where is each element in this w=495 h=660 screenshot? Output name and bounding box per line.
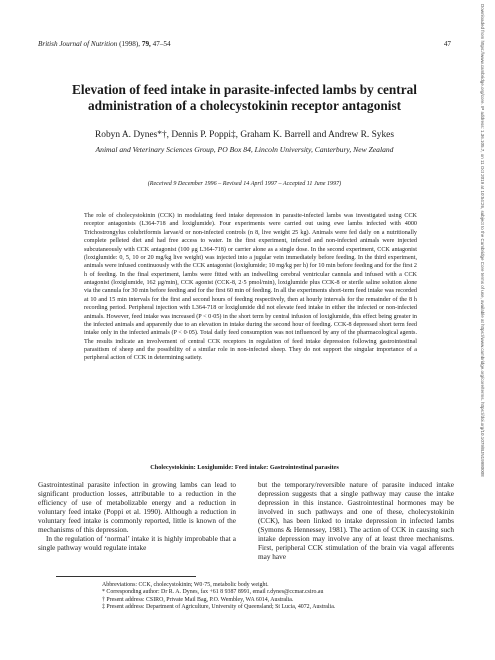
journal-citation <box>38 40 171 48</box>
author-list: Robyn A. Dynes*†, Dennis P. Poppi‡, Graham K. Barrell and Andrew R. Sykes <box>95 130 394 140</box>
journal-name: British Journal of Nutrition <box>38 40 118 48</box>
journal-pages: 47–54 <box>152 40 171 48</box>
body-column-left <box>38 481 236 553</box>
body-column-right <box>258 481 454 562</box>
journal-volume: 79, <box>141 40 151 48</box>
received-dates: (Received 9 December 1996 – Revised 14 April 1997 – Accepted 11 June 1997) <box>147 181 342 187</box>
footnote-present-address: ‡ Present address: Department of Agriculture, University of Queensland; St Lucia, 4072, Australia. <box>102 604 336 611</box>
footnotes <box>102 582 435 612</box>
download-watermark <box>478 0 490 660</box>
footnote-divider <box>56 576 196 577</box>
body-paragraph: Gastrointestinal parasite infection in growing lambs can lead to significant production losses, attributable to a reduction in the efficiency of use of metabolizable energy and a reduction in voluntary feed intake (Poppi et al. 1990). Although a reduction in voluntary feed intake is commonly reported, little is known of the mechanisms of this depression. <box>38 481 236 535</box>
affiliation: Animal and Veterinary Sciences Group, PO Box 84, Lincoln University, Canterbury, New Zealand <box>95 145 394 154</box>
page-number: 47 <box>443 40 451 48</box>
journal-year: (1998), <box>119 40 141 48</box>
footnote-abbreviations: Abbreviations: CCK, cholecystokinin; W0·75, metabolic body weight. <box>102 582 269 588</box>
footnote-corresponding-author: * Corresponding author: Dr R. A. Dynes, fax +61 8 9387 8991, email r.dynes@ccmar.csiro.au <box>102 589 324 596</box>
download-watermark-text: Downloaded from https://www.cambridge.org/core. IP address: 1.36.105.7, on 11 Oct 2019 at 10:54:26, subject to the Cambridge Core terms of use, available at https://www.cambridge.org/core/terms. https://doi.org/10.1079/BJN19980008 <box>480 4 485 477</box>
footnote-present-address: † Present address: CSIRO, Private Mail Bag, P.O. Wembley, WA 6014, Australia. <box>102 596 294 603</box>
article-title: Elevation of feed intake in parasite-infected lambs by central administration of a cholecystokinin receptor antagonist <box>72 82 417 113</box>
body-paragraph: but the temporary/reversible nature of parasite induced intake depression suggests that a single pathway may cause the intake depression in this instance. Gastrointestinal hormones may be involved in such pathways and one of these, cholecystokinin (CCK), has been linked to intake depression in infected lambs (Symons & Hennessey, 1981). The action of CCK in causing such intake depression may involve any of at least three mechanisms. First, peripheral CCK stimulation of the brain via vagal afferents may have <box>258 481 454 562</box>
abstract: The role of cholecystokinin (CCK) in modulating feed intake depression in parasite-infected lambs was investigated using CCK receptor antagonists (L364-718 and loxiglumide). Four experiments were carried out using ewe lambs infected with 4000 Trichostrongylus colubriformis larvae/d or non-infected controls (n 8, live weight 25 kg). Animals were fed daily on a nutritionally complete pelleted diet and had free access to water. In the first experiment, infected and non-infected animals were injected subcutaneously with CCK antagonist (100 μg L364-718) or carrier alone as a single dose. In the second experiment, CCK antagonist (loxiglumide: 0, 5, 10 or 20 mg/kg live weight) was injected into a jugular vein immediately before feeding. In the third experiment, animals were infused continuously with the CCK antagonist (loxiglumide; 10 mg/kg per h) for 10 min before feeding and for the first 2 h of feeding. In the final experiment, lambs were fitted with an indwelling cerebral ventricular cannula and infused with a CCK antagonist (loxiglumide, 162 μg/min), CCK agonist (CCK-8, 2·5 pmol/min), loxiglumide plus CCK-8 or sterile saline solution alone via the cannula for 30 min before feeding and for the first 60 min of feeding. In all the experiments short-term feed intake was recorded at 10 and 15 min intervals for the first and second hours of feeding respectively, then at hourly intervals for the remainder of the 8 h recording period. Peripheral injection with L364-718 or loxiglumide did not elevate feed intake in either the infected or non-infected animals. However, feed intake was increased (P < 0·05) in the short term by central infusion of loxiglumide, this effect being greater in the infected animals and apparently due to an elevation in intake during the second hour of feeding. CCK-8 depressed short term feed intake only in the infected animals (P < 0·05). Total daily feed consumption was not influenced by any of the pharmacological agents. The results indicate an involvement of central CCK receptors in regulation of feed intake depression following gastrointestinal parasitism of sheep and the possibility of a similar role in non-infected sheep. They do not support the singular importance of a peripheral action of CCK in determining satiety. <box>84 213 418 362</box>
running-head <box>38 40 451 48</box>
body-paragraph: In the regulation of ‘normal’ intake it is highly improbable that a single pathway would regulate intake <box>38 535 236 553</box>
keywords: Cholecystokinin: Loxiglumide: Feed intake: Gastrointestinal parasites <box>150 464 339 471</box>
